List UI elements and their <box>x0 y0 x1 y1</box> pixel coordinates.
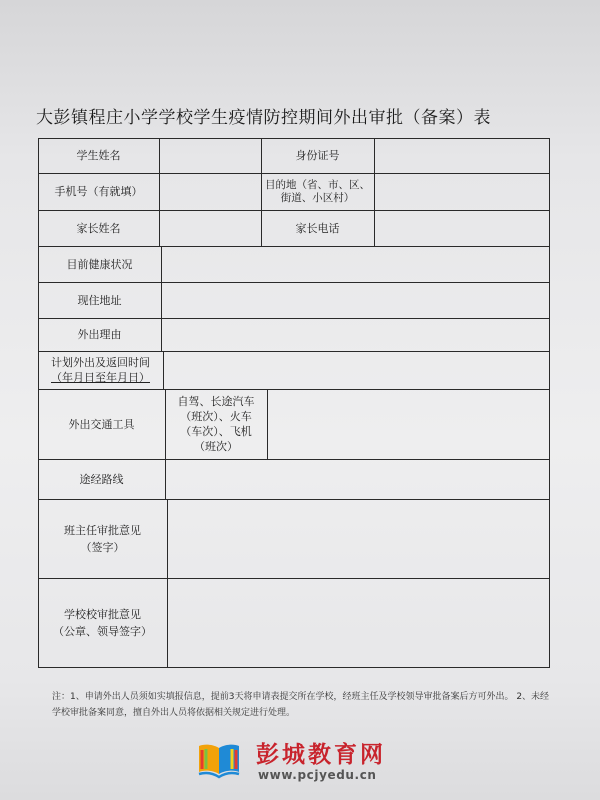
label-teacher-approval <box>38 499 167 578</box>
label-time <box>38 351 163 389</box>
table-rule <box>38 282 550 283</box>
input-student-name[interactable] <box>159 138 261 173</box>
label-school-line2: （公章、领导签字） <box>53 625 152 638</box>
input-address[interactable] <box>161 282 550 318</box>
label-parent-name: 家长姓名 <box>76 221 121 235</box>
label-id-number: 身份证号 <box>295 149 340 162</box>
label-address: 现住地址 <box>77 293 122 307</box>
input-parent-phone[interactable] <box>374 210 550 246</box>
label-teacher-line2: （签字） <box>80 540 125 554</box>
table-rule <box>38 173 550 174</box>
table-rule <box>38 246 550 247</box>
label-time-line1: 计划外出及返回时间 <box>51 356 150 369</box>
input-time[interactable] <box>163 351 550 389</box>
input-transport[interactable] <box>267 389 550 459</box>
input-parent-name[interactable] <box>159 210 261 246</box>
table-rule <box>38 499 550 500</box>
input-reason[interactable] <box>161 318 550 351</box>
table-rule <box>38 318 550 319</box>
table-rule <box>38 389 550 390</box>
site-name: 彭城教育网 <box>256 742 386 768</box>
row-reason <box>38 318 550 351</box>
table-rule <box>38 351 550 352</box>
input-id-number[interactable] <box>374 138 550 173</box>
label-school-line1: 学校校审批意见 <box>64 608 141 621</box>
label-teacher-line1: 班主任审批意见 <box>64 523 141 537</box>
label-school-approval <box>38 578 167 668</box>
row-transport <box>38 389 550 459</box>
table-rule <box>38 578 550 579</box>
label-transport: 外出交通工具 <box>68 417 135 431</box>
table-rule <box>38 210 550 211</box>
table-column-rule <box>374 138 375 246</box>
row-parent <box>38 210 550 246</box>
row-school-approval <box>38 578 550 668</box>
label-parent-phone: 家长电话 <box>295 221 340 235</box>
label-time-line2: （年月日至年月日） <box>51 371 150 384</box>
label-route: 途经路线 <box>79 472 124 486</box>
table-rule <box>38 459 550 460</box>
label-student-name: 学生姓名 <box>76 149 121 162</box>
row-time <box>38 351 550 389</box>
site-url: www.pcjyedu.cn <box>258 768 377 782</box>
table-column-rule <box>159 138 160 246</box>
label-destination: 目的地（省、市、区、街道、小区村） <box>265 178 370 204</box>
form-title: 大彭镇程庄小学学校学生疫情防控期间外出审批（备案）表 <box>36 108 491 128</box>
table-border-bottom <box>38 667 550 668</box>
row-address <box>38 282 550 318</box>
table-border-top <box>38 138 550 139</box>
site-watermark[interactable] <box>196 732 426 790</box>
row-phone <box>38 173 550 210</box>
table-column-rule <box>167 499 168 668</box>
form-note: 注：1、申请外出人员须如实填报信息，提前3天将申请表提交所在学校，经班主任及学校领导审批备案后方可外出。 2、未经学校审批备案同意，擅自外出人员将依据相关规定进行处理。 <box>52 692 550 718</box>
input-health[interactable] <box>161 246 550 282</box>
row-teacher-approval <box>38 499 550 578</box>
transport-options: 自驾、长途汽车（班次）、火车（车次）、飞机（班次） <box>177 395 255 453</box>
row-health <box>38 246 550 282</box>
input-teacher-approval[interactable] <box>167 499 550 578</box>
input-destination[interactable] <box>374 173 550 210</box>
table-column-rule <box>267 389 268 459</box>
table-border-left <box>38 138 39 668</box>
input-school-approval[interactable] <box>167 578 550 668</box>
table-column-rule <box>161 246 162 351</box>
input-route[interactable] <box>165 459 550 499</box>
table-column-rule <box>261 138 262 246</box>
input-phone[interactable] <box>159 173 261 210</box>
table-border-right <box>549 138 550 668</box>
table-column-rule <box>165 389 166 499</box>
row-route <box>38 459 550 499</box>
table-column-rule <box>163 351 164 389</box>
label-health: 目前健康状况 <box>66 257 133 271</box>
row-student-name <box>38 138 550 173</box>
label-reason: 外出理由 <box>77 328 122 341</box>
book-icon <box>196 736 242 782</box>
label-phone: 手机号（有就填） <box>54 185 143 198</box>
